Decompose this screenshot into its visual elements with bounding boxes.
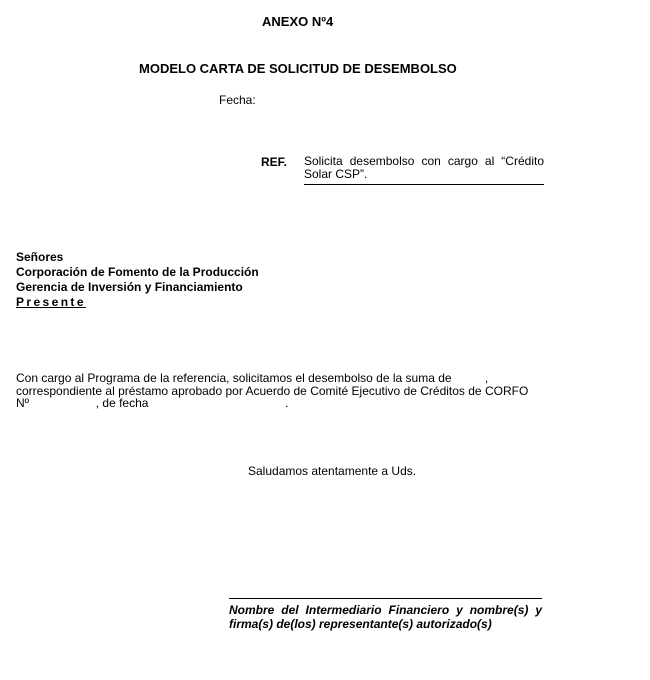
body-line-2: correspondiente al préstamo aprobado por Acuerdo de Comité Ejecutivo de Créditos de CORFO — [16, 383, 529, 398]
addressee-organization: Corporación de Fomento de la Producción — [16, 265, 259, 279]
addressee-salutation: Señores — [16, 250, 64, 264]
addressee-presente: Presente — [16, 295, 86, 309]
body-line-1: Con cargo al Programa de la referencia, solicitamos el desembolso de la suma de , — [16, 371, 489, 385]
closing-text: Saludamos atentamente a Uds. — [248, 464, 417, 478]
date-label: Fecha: — [219, 93, 256, 107]
addressee-block — [16, 250, 259, 310]
body-line-3: Nº , de fecha . — [16, 396, 289, 410]
signature-block: Nombre del Intermediario Financiero y nombre(s) y firma(s) de(los) representante(s) autorizado(s) — [229, 598, 542, 631]
reference-text: Solicita desembolso con cargo al “Crédito Solar CSP”. — [304, 155, 544, 185]
body-paragraph — [16, 372, 586, 410]
reference-label: REF. — [261, 155, 288, 169]
addressee-department: Gerencia de Inversión y Financiamiento — [16, 280, 243, 294]
annex-title: ANEXO Nº4 — [262, 14, 334, 29]
document-title: MODELO CARTA DE SOLICITUD DE DESEMBOLSO — [139, 61, 457, 76]
